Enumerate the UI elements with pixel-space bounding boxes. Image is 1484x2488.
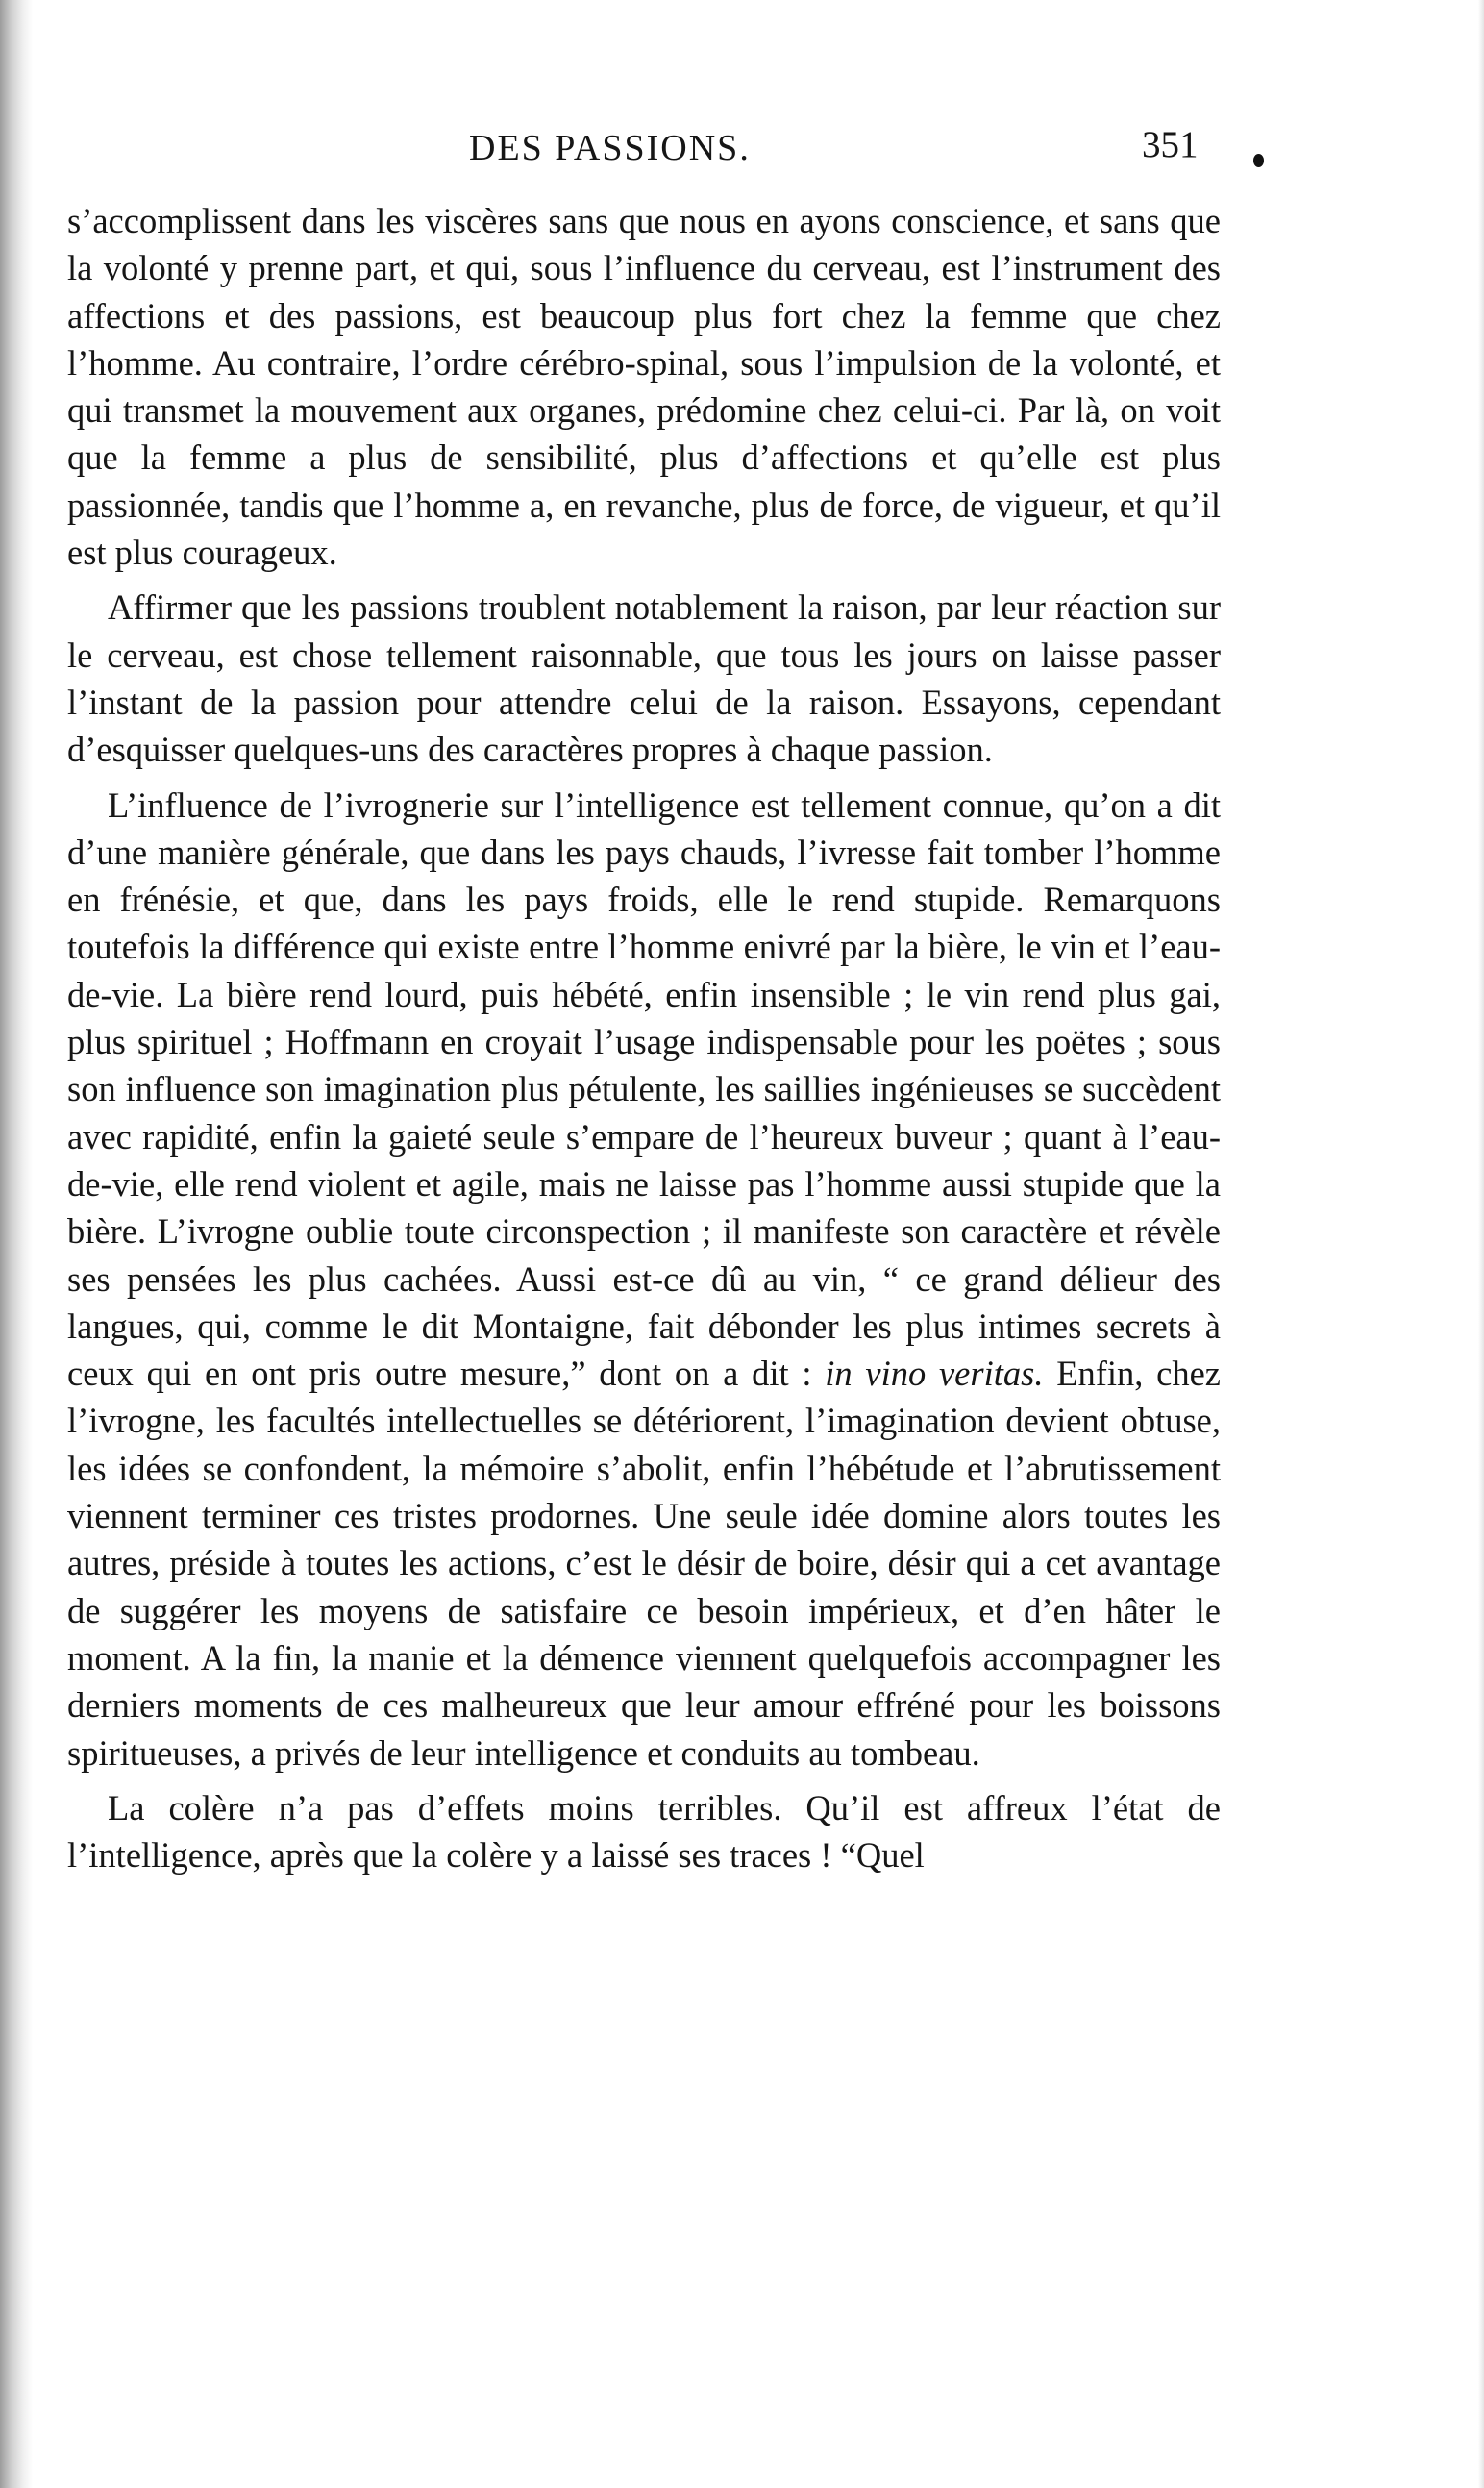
paragraph-ivrognerie xyxy=(67,782,1221,1777)
running-header xyxy=(67,124,1240,185)
page-right-edge xyxy=(1478,0,1484,2488)
paragraph-passions-reason: Affirmer que les passions troublent notablement la raison, par leur réaction sur le cerveau, est chose tellement raisonnable, que tous les jours on laisse passer l’instant de la passion pour attendre celui de la raison. Essayons, cependant d’esquisser quelques-uns des caractères propres à chaque passion. xyxy=(67,587,1221,770)
paragraph-ivrognerie-text: L’influence de l’ivrognerie sur l’intelligence est tellement connue, qu’on a dit d’une manière générale, que dans les pays chauds, l’ivresse fait tomber l’homme en frénésie, et que, dans les pays froids, elle le rend stupide. Remarquons toutefois la différence qui existe entre l’homme enivré par la bière, le vin et l’eau-de-vie. La bière rend lourd, puis hébété, enfin insensible ; le vin rend plus gai, plus spirituel ; Hoffmann en croyait l’usage indispensable pour les poëtes ; sous son influence son imagination plus pétulente, les saillies ingénieuses se succèdent avec rapidité, enfin la gaieté seule s’empare de l’heureux buveur ; quant à l’eau-de-vie, elle rend violent et agile, mais ne laisse pas l’homme aussi stupide que la bière. L’ivrogne oublie toute circonspection ; il manifeste son caractère et révèle ses pensées les plus cachées. Aussi est-ce dû au vin, “ ce grand délieur des langues, qui, comme le dit Montaigne, fait débonder les plus intimes secrets à ceux qui en ont pris outre mesure,” dont on a dit : xyxy=(67,784,1221,1394)
ink-spot xyxy=(1253,154,1264,167)
header-title: DES PASSIONS. xyxy=(469,128,751,168)
latin-phrase: in vino veritas. xyxy=(825,1354,1044,1394)
paragraph-continued: s’accomplissent dans les viscères sans que nous en ayons conscience, et sans que la volonté y prenne part, et qui, sous l’influence du cerveau, est l’instrument des affections et des passions, est beaucoup plus fort chez la femme que chez l’homme. Au contraire, l’ordre cérébro-spinal, sous l’impulsion de la volonté, et qui transmet la mouvement aux organes, prédomine chez celui-ci. Par là, on voit que la femme a plus de sensibilité, plus d’affections et qu’elle est plus passionnée, tandis que l’homme a, en revanche, plus de force, de vigueur, et qu’il est plus courageux. xyxy=(67,201,1221,573)
page-number: 351 xyxy=(1142,124,1199,165)
paragraph-colere: La colère n’a pas d’effets moins terribles. Qu’il est affreux l’état de l’intelligence, après que la colère y a laissé ses traces ! “Quel xyxy=(67,1787,1221,1876)
page-binding-edge xyxy=(0,0,33,2488)
body-text xyxy=(67,197,1221,1886)
paragraph-ivrognerie-continued: Enfin, chez l’ivrogne, les facultés intellectuelles se détériorent, l’imagination devient obtuse, les idées se confondent, la mémoire s’abolit, enfin l’hébétude et l’abrutissement viennent terminer ces tristes prodornes. Une seule idée domine alors toutes les autres, préside à toutes les actions, c’est le désir de boire, désir qui a cet avantage de suggérer les moyens de satisfaire ce besoin impérieux, et d’en hâter le moment. A la fin, la manie et la démence viennent quelquefois accompagner les derniers moments de ces malheureux que leur amour effréné pour les boissons spiritueuses, a privés de leur intelligence et conduits au tombeau. xyxy=(67,1354,1222,1773)
